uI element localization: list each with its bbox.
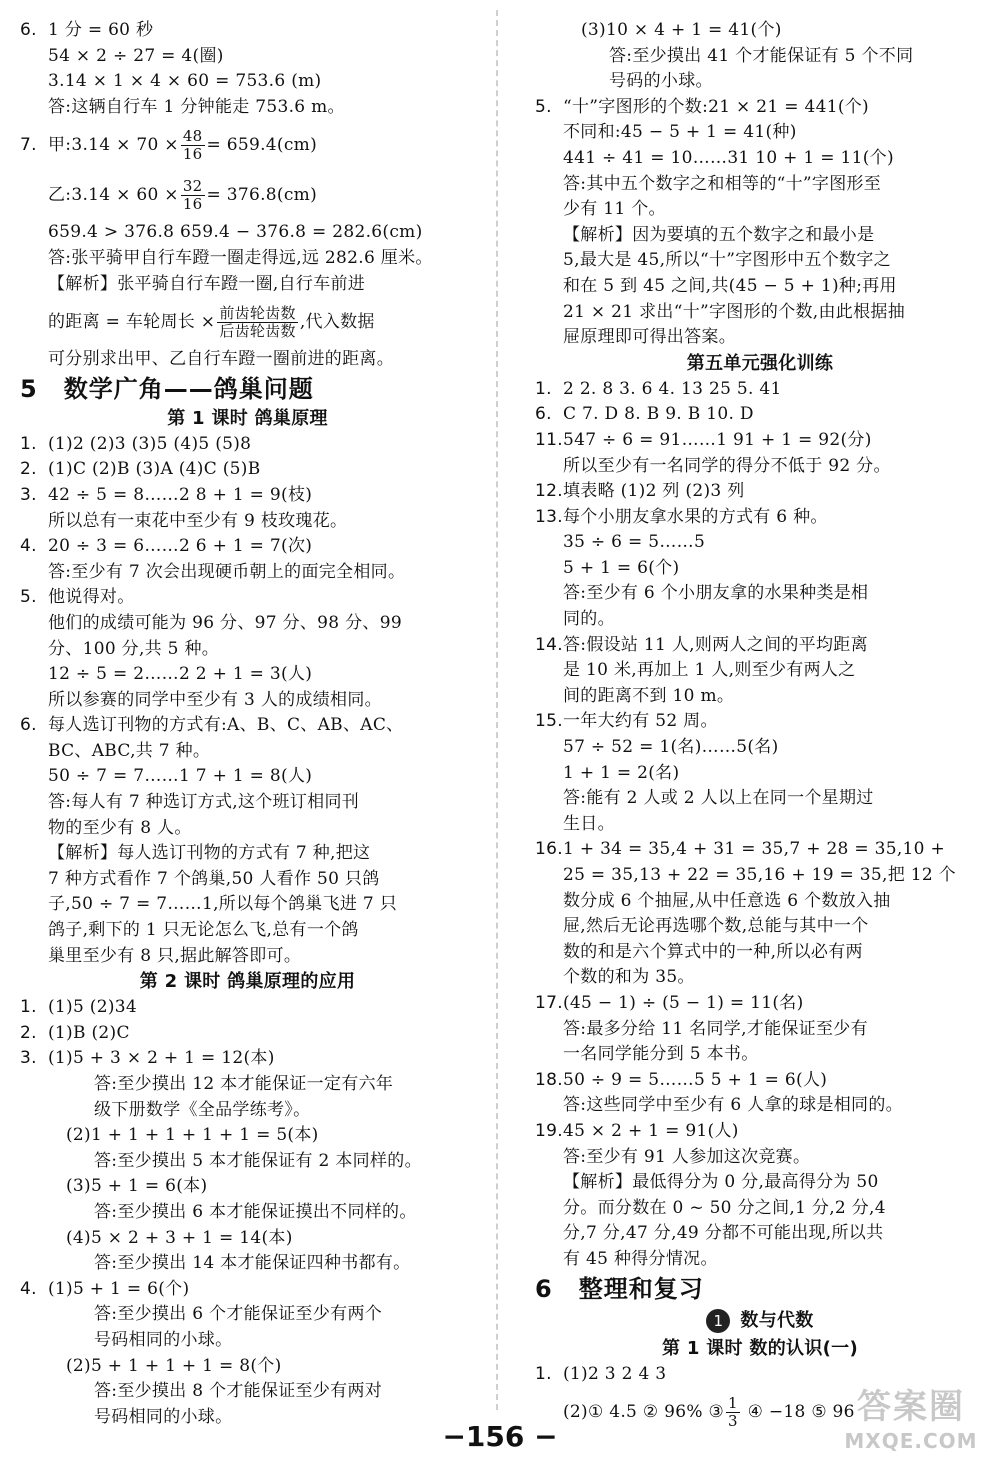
answer-line	[20, 662, 475, 688]
lesson-heading	[20, 969, 475, 995]
answer-text: (3)5 + 1 = 6(本)	[66, 1176, 208, 1197]
answer-text: 答:至少摸出 5 本才能保证有 2 本同样的。	[94, 1150, 422, 1171]
answer-text: 物的至少有 8 人。	[48, 817, 192, 838]
answer-line	[535, 991, 985, 1017]
answer-text: 21 × 21 求出“十”字图形的个数,由此根据抽	[563, 301, 906, 322]
answer-text: (1)5 (2)34	[48, 997, 138, 1018]
answer-text: 答:至少摸出 41 个才能保证有 5 个不同	[609, 45, 914, 66]
answer-line	[20, 841, 475, 867]
answer-line	[535, 556, 985, 582]
answer-line	[20, 688, 475, 714]
answer-text: 有 45 种得分情况。	[563, 1248, 718, 1269]
answer-line	[535, 248, 985, 274]
answer-line	[20, 18, 475, 44]
answer-line	[535, 223, 985, 249]
answer-line	[535, 1119, 985, 1145]
answer-text: 填表略 (1)2 列 (2)3 列	[563, 481, 745, 502]
answer-text: 25 = 35,13 + 22 = 35,16 + 19 = 35,把 12 个	[563, 865, 956, 885]
watermark-logo	[836, 1385, 986, 1463]
expression-before-fraction: 乙:3.14 × 60 ×	[48, 185, 179, 206]
answer-line	[535, 863, 985, 889]
question-number: 12.	[535, 481, 563, 502]
answer-text: 所以至少有一名同学的得分不低于 92 分。	[563, 455, 891, 476]
answer-text: “十”字图形的个数:21 × 21 = 441(个)	[563, 96, 869, 117]
answer-line	[20, 347, 475, 373]
answer-text: 所以总有一束花中至少有 9 枝玫瑰花。	[48, 510, 348, 531]
answer-text: 号码相同的小球。	[94, 1406, 233, 1427]
answer-text: 数的和是六个算式中的一种,所以必有两	[563, 941, 863, 962]
answer-line	[20, 297, 475, 347]
answer-text: (2)1 + 1 + 1 + 1 + 1 = 5(本)	[66, 1125, 319, 1146]
answer-text: 5 + 1 = 6(个)	[563, 557, 680, 578]
answer-line	[20, 585, 475, 611]
answer-text: (4)5 × 2 + 3 + 1 = 14(本)	[66, 1227, 293, 1248]
question-number: 2.	[20, 1022, 37, 1043]
fraction-numerator: 48	[182, 127, 203, 146]
question-number: 16.	[535, 839, 563, 860]
left-column	[20, 18, 475, 1430]
answer-text: 54 × 2 ÷ 27 = 4(圈)	[48, 45, 224, 66]
answer-line	[20, 272, 475, 298]
question-number: 3.	[20, 484, 37, 505]
answer-line	[535, 684, 985, 710]
answer-line	[20, 44, 475, 70]
answer-line	[535, 1017, 985, 1043]
answer-text: 答:这些同学中至少有 6 人拿的球是相同的。	[563, 1095, 903, 1116]
answer-line	[535, 1196, 985, 1222]
answer-text: 子,50 ÷ 7 = 7……1,所以每个鸽巢飞进 7 只	[48, 894, 398, 915]
answer-line	[20, 509, 475, 535]
answer-line	[535, 1362, 985, 1388]
answer-line	[20, 432, 475, 458]
answer-line	[535, 965, 985, 991]
expression-before-fraction: 甲:3.14 × 70 ×	[48, 135, 179, 156]
answer-text: 50 ÷ 7 = 7……1 7 + 1 = 8(人)	[48, 766, 313, 787]
answer-line	[20, 713, 475, 739]
fraction	[181, 128, 205, 164]
section-number-badge: 1	[706, 1309, 730, 1333]
question-number: 11.	[535, 429, 563, 450]
answer-line	[20, 1354, 475, 1380]
answer-text: (1)B (2)C	[48, 1022, 130, 1043]
answer-text: 2 2. 8 3. 6 4. 13 25 5. 41	[563, 378, 782, 399]
answer-line	[20, 944, 475, 970]
answer-text: 号码相同的小球。	[94, 1329, 233, 1350]
answer-text: 屉,然后无论再选哪个数,总能与其中一个	[563, 916, 869, 937]
answer-text: 【解析】每人选订刊物的方式有 7 种,把这	[48, 843, 371, 864]
answer-line	[20, 739, 475, 765]
answer-line	[535, 325, 985, 351]
answer-text: 35 ÷ 6 = 5……5	[563, 532, 706, 553]
answer-text: 号码的小球。	[609, 71, 713, 92]
answer-line	[535, 95, 985, 121]
answer-text: 答:每人有 7 种选订方式,这个班订相同刊	[48, 792, 360, 813]
answer-line	[535, 1247, 985, 1273]
answer-text: (2)5 + 1 + 1 + 1 = 8(个)	[66, 1355, 282, 1376]
answer-text: 答:至少有 7 次会出现硬币朝上的面完全相同。	[48, 561, 406, 582]
answer-text: (45 − 1) ÷ (5 − 1) = 11(名)	[563, 992, 804, 1013]
answer-line	[20, 918, 475, 944]
question-number: 2.	[20, 459, 37, 480]
answer-line	[20, 1379, 475, 1405]
answer-text: 答:假设站 11 人,则两人之间的平均距离	[563, 634, 868, 655]
question-number: 6.	[20, 20, 37, 40]
question-number: 4.	[20, 536, 37, 557]
answer-text: 分。而分数在 0 ~ 50 分之间,1 分,2 分,4	[563, 1197, 886, 1218]
answer-line	[20, 1302, 475, 1328]
expression-before-fraction: (2)① 4.5 ② 96% ③	[563, 1402, 725, 1423]
answer-text: 每个小朋友拿水果的方式有 6 种。	[563, 506, 828, 527]
question-number: 4.	[20, 1278, 37, 1299]
answer-line	[535, 607, 985, 633]
answer-line	[535, 479, 985, 505]
answer-text: 659.4 > 376.8 659.4 − 376.8 = 282.6(cm)	[48, 222, 423, 243]
unit-heading	[20, 373, 475, 406]
answer-line	[535, 300, 985, 326]
answer-line	[535, 1042, 985, 1068]
answer-text: (3)10 × 4 + 1 = 41(个)	[581, 20, 782, 40]
answer-line	[20, 1251, 475, 1277]
answer-text: 答:至少摸出 14 本才能保证四种书都有。	[94, 1253, 411, 1274]
answer-text: 分、100 分,共 5 种。	[48, 638, 220, 659]
answer-line	[535, 172, 985, 198]
answer-text: 45 × 2 + 1 = 91(人)	[563, 1120, 739, 1141]
question-number: 1.	[535, 1363, 552, 1384]
answer-text: 每人选订刊物的方式有:A、B、C、AB、AC、	[48, 715, 404, 736]
answer-line	[20, 220, 475, 246]
fraction-denominator: 16	[182, 145, 203, 164]
question-number: 13.	[535, 506, 563, 527]
question-number: 5.	[20, 587, 37, 608]
answer-text: 答:至少摸出 8 个才能保证至少有两对	[94, 1381, 383, 1402]
answer-text: 巢里至少有 8 只,据此解答即可。	[48, 945, 302, 966]
question-number: 6.	[535, 404, 552, 425]
watermark-text: 答案圈	[857, 1387, 965, 1427]
answer-text: 3.14 × 1 × 4 × 60 = 753.6 (m)	[48, 71, 322, 92]
answer-line	[20, 246, 475, 272]
answer-line	[20, 995, 475, 1021]
answer-text: 和在 5 到 45 之间,共(45 − 5 + 1)种;再用	[563, 275, 897, 296]
answer-line	[535, 633, 985, 659]
answer-line	[20, 534, 475, 560]
answer-line	[20, 1226, 475, 1252]
answer-line	[20, 1072, 475, 1098]
answer-text: 数分成 6 个抽屉,从中任意选 6 个数放入抽	[563, 890, 891, 911]
answer-text: 50 ÷ 9 = 5……5 5 + 1 = 6(人)	[563, 1069, 828, 1090]
answer-text: 他说得对。	[48, 587, 135, 608]
answer-text: 个数的和为 35。	[563, 967, 695, 988]
answer-text: 547 ÷ 6 = 91……1 91 + 1 = 92(分)	[563, 429, 872, 450]
answer-line	[20, 1123, 475, 1149]
lesson-heading-text: 第 1 课时 鸽巢原理	[167, 407, 328, 429]
right-column	[535, 18, 985, 1437]
answer-text: (1)5 + 1 = 6(个)	[48, 1278, 190, 1299]
answer-line	[20, 1149, 475, 1175]
expression-after-fraction: ,代入数据	[299, 312, 375, 333]
answer-text: (1)C (2)B (3)A (4)C (5)B	[48, 459, 261, 480]
answer-line	[20, 483, 475, 509]
answer-text: BC、ABC,共 7 种。	[48, 740, 211, 761]
answer-line	[535, 761, 985, 787]
answer-text: 答:至少摸出 6 个才能保证至少有两个	[94, 1304, 383, 1325]
answer-line	[20, 892, 475, 918]
answer-text: 答:最多分给 11 名同学,才能保证至少有	[563, 1018, 868, 1039]
fraction-numerator: 32	[182, 177, 203, 196]
expression-after-fraction: ④ −18 ⑤ 96	[741, 1402, 855, 1423]
watermark-url: MXQE.COM	[844, 1429, 978, 1453]
expression-after-fraction: = 376.8(cm)	[206, 185, 318, 206]
answer-line	[535, 786, 985, 812]
answer-line	[20, 637, 475, 663]
column-divider	[496, 10, 498, 1410]
answer-line	[535, 44, 985, 70]
answer-line	[535, 709, 985, 735]
expression-before-fraction: 的距离 = 车轮周长 ×	[48, 312, 216, 333]
answer-text: (1)2 3 2 4 3	[563, 1363, 667, 1384]
fraction-denominator: 3	[728, 1412, 738, 1431]
answer-line	[20, 560, 475, 586]
answer-text: 57 ÷ 52 = 1(名)……5(名)	[563, 737, 779, 758]
question-number: 1.	[20, 997, 37, 1018]
fraction-denominator: 后齿轮齿数	[219, 322, 296, 341]
answer-line	[20, 1098, 475, 1124]
answer-text: 少有 11 个。	[563, 199, 666, 220]
question-number: 6.	[20, 715, 37, 736]
answer-line	[535, 581, 985, 607]
training-heading-text: 第五单元强化训练	[686, 352, 834, 374]
answer-line	[535, 1068, 985, 1094]
answer-line	[535, 1093, 985, 1119]
answer-line	[20, 457, 475, 483]
fraction	[217, 305, 298, 341]
answer-line	[535, 940, 985, 966]
question-number: 18.	[535, 1069, 563, 1090]
lesson-heading	[20, 406, 475, 432]
answer-line	[20, 95, 475, 121]
page-number: −156 −	[442, 1420, 558, 1453]
answer-line	[535, 1145, 985, 1171]
unit-heading	[535, 1273, 985, 1306]
answer-line	[535, 1221, 985, 1247]
answer-text: 1 + 1 = 2(名)	[563, 762, 680, 783]
question-number: 1.	[20, 433, 37, 454]
answer-text: 7 种方式看作 7 个鸽巢,50 人看作 50 只鸽	[48, 868, 380, 889]
answer-line	[20, 764, 475, 790]
answer-line	[535, 377, 985, 403]
answer-text: 答:至少摸出 6 本才能保证摸出不同样的。	[94, 1201, 417, 1222]
answer-line	[535, 402, 985, 428]
answer-text: 一名同学能分到 5 本书。	[563, 1044, 759, 1065]
answer-text: 答:能有 2 人或 2 人以上在同一个星期过	[563, 788, 874, 809]
answer-text: 不同和:45 − 5 + 1 = 41(种)	[563, 122, 797, 143]
answer-text: 鸽子,剩下的 1 只无论怎么飞,总有一个鸽	[48, 920, 359, 941]
answer-text: 1 分 = 60 秒	[48, 20, 154, 40]
answer-text: 1 + 34 = 35,4 + 31 = 35,7 + 28 = 35,10 +	[563, 839, 946, 860]
question-number: 1.	[535, 378, 552, 399]
answer-text: 间的距离不到 10 m。	[563, 685, 735, 706]
answer-line	[535, 454, 985, 480]
answer-text: 一年大约有 52 周。	[563, 711, 718, 732]
question-number: 5.	[535, 96, 552, 117]
expression-after-fraction: = 659.4(cm)	[206, 135, 318, 156]
answer-text: 【解析】因为要填的五个数字之和最小是	[563, 224, 875, 245]
answer-text: 答:张平骑甲自行车蹬一圈走得远,远 282.6 厘米。	[48, 247, 433, 268]
answer-text: (1)2 (2)3 (3)5 (4)5 (5)8	[48, 433, 252, 454]
answer-text: 42 ÷ 5 = 8……2 8 + 1 = 9(枝)	[48, 484, 313, 505]
answer-line	[20, 1046, 475, 1072]
answer-line	[535, 837, 985, 863]
answer-line	[535, 120, 985, 146]
answer-text: 【解析】最低得分为 0 分,最高得分为 50	[563, 1172, 879, 1193]
answer-text: 同的。	[563, 609, 615, 630]
fraction-numerator: 1	[728, 1393, 738, 1412]
answer-text: C 7. D 8. B 9. B 10. D	[563, 404, 754, 425]
question-number: 7.	[20, 135, 37, 156]
answer-line	[20, 1200, 475, 1226]
answer-text: 屉原理即可得出答案。	[563, 327, 736, 348]
answer-line	[20, 120, 475, 170]
answer-line	[535, 914, 985, 940]
answer-line	[535, 428, 985, 454]
answer-text: 级下册数学《全品学练考》。	[94, 1099, 311, 1120]
question-number: 3.	[20, 1048, 37, 1069]
fraction-denominator: 16	[182, 195, 203, 214]
answer-text: 答:至少有 6 个小朋友拿的水果种类是相	[563, 583, 869, 604]
lesson-heading-text: 第 1 课时 数的认识(一)	[662, 1337, 858, 1359]
answer-line	[20, 1021, 475, 1047]
answer-line	[535, 505, 985, 531]
unit-number: 5	[20, 374, 38, 403]
lesson-heading-text: 第 2 课时 鸽巢原理的应用	[139, 971, 356, 993]
answer-line	[20, 790, 475, 816]
answer-text: 所以参赛的同学中至少有 3 人的成绩相同。	[48, 689, 382, 710]
answer-line	[535, 735, 985, 761]
answer-text: 分,7 分,47 分,49 分都不可能出现,所以共	[563, 1223, 884, 1244]
answer-line	[535, 889, 985, 915]
answer-text: 答:这辆自行车 1 分钟能走 753.6 m。	[48, 96, 345, 117]
answer-line	[20, 170, 475, 220]
answer-text: 20 ÷ 3 = 6……2 6 + 1 = 7(次)	[48, 536, 313, 557]
answer-text: 答:其中五个数字之和相等的“十”字图形至	[563, 173, 882, 194]
answer-line	[20, 1277, 475, 1303]
answer-line	[535, 658, 985, 684]
answer-text: 答:至少有 91 人参加这次竞赛。	[563, 1146, 811, 1167]
training-heading	[535, 351, 985, 377]
question-number: 14.	[535, 634, 563, 655]
answer-text: 12 ÷ 5 = 2……2 2 + 1 = 3(人)	[48, 664, 313, 685]
fraction	[181, 178, 205, 214]
answer-text: 答:至少摸出 12 本才能保证一定有六年	[94, 1074, 394, 1094]
answer-line	[20, 1174, 475, 1200]
answer-line	[535, 18, 985, 44]
answer-line	[20, 69, 475, 95]
unit-title: 整理和复习	[578, 1274, 704, 1303]
answer-line	[535, 812, 985, 838]
answer-line	[535, 274, 985, 300]
answer-line	[535, 197, 985, 223]
answer-line	[20, 816, 475, 842]
answer-text: 【解析】张平骑自行车蹬一圈,自行车前进	[48, 273, 366, 294]
answer-line	[20, 611, 475, 637]
answer-line	[535, 1170, 985, 1196]
answer-text: 是 10 米,再加上 1 人,则至少有两人之	[563, 660, 856, 681]
unit-title: 数学广角——鸽巢问题	[63, 374, 314, 403]
section-title: 数与代数	[740, 1309, 814, 1331]
answer-text: 441 ÷ 41 = 10……31 10 + 1 = 11(个)	[563, 147, 894, 168]
answer-text: (1)5 + 3 × 2 + 1 = 12(本)	[48, 1048, 275, 1069]
unit-number: 6	[535, 1274, 553, 1303]
question-number: 15.	[535, 711, 563, 732]
answer-line	[20, 1328, 475, 1354]
answer-text: 5,最大是 45,所以“十”字图形中五个数字之	[563, 250, 891, 271]
fraction-numerator: 前齿轮齿数	[219, 303, 296, 322]
answer-text: 可分别求出甲、乙自行车蹬一圈前进的距离。	[48, 349, 394, 370]
answer-line	[20, 867, 475, 893]
answer-line	[535, 146, 985, 172]
answer-text: 生日。	[563, 813, 615, 834]
question-number: 19.	[535, 1120, 563, 1141]
lesson-heading	[535, 1336, 985, 1362]
section-heading	[535, 1306, 985, 1336]
answer-text: 他们的成绩可能为 96 分、97 分、98 分、99	[48, 612, 402, 633]
answer-line	[535, 69, 985, 95]
question-number: 17.	[535, 992, 563, 1013]
answer-line	[535, 530, 985, 556]
